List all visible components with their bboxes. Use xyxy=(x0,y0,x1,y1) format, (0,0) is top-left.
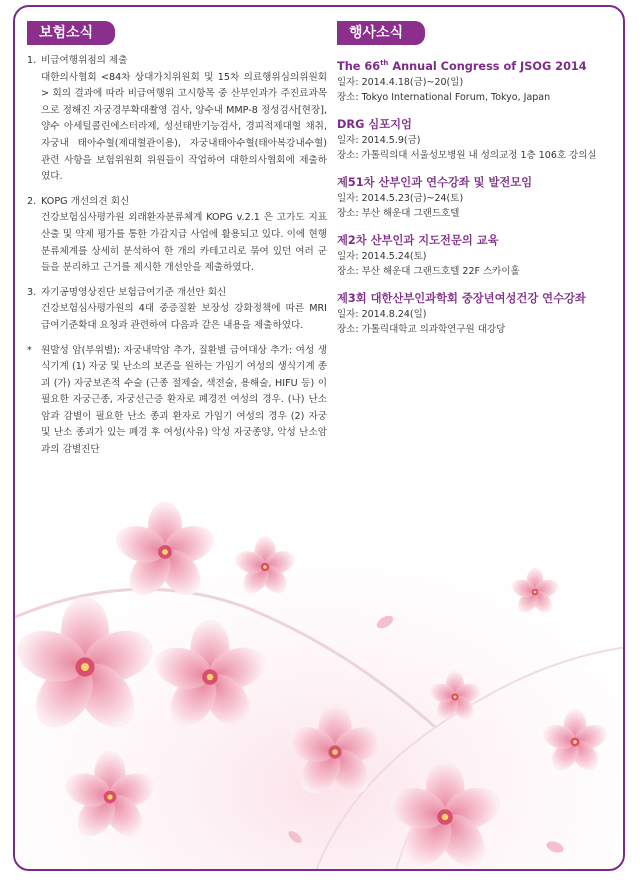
event-date: 일자: 2014.4.18(금)~20(일) xyxy=(337,76,464,88)
event-news-heading: 행사소식 xyxy=(337,21,425,45)
event-title: DRG 심포지엄 xyxy=(337,117,412,131)
event-place: 장소: Tokyo International Forum, Tokyo, Japan xyxy=(337,92,551,104)
news-item xyxy=(27,53,327,186)
note-text: 원발성 암(부위별): 자궁내막암 추가, 질환별 급여대상 추가: 여성 생식기계 (1) 자궁 및 난소의 보존을 원하는 가임기 여성의 생식기계 종괴 (가) 자궁보존적 수술 (근종 절제술, 색전술, 용해술, HIFU 등) 이 필요한 자궁근종, 자궁선근증 환자로 폐경전 여성의 경우. (나) 난소암과 감별이 필요한 난소 종괴 환자로 가임기 여성의 경우 (2) 자궁 및 난소 종괴가 있는 폐경 후 여성(사유) 악성 자궁종양, 악성 난소암과의 감별진단 xyxy=(41,344,327,456)
item-heading: 자기공명영상진단 보험급여기준 개선안 회신 xyxy=(41,286,227,298)
mri-coverage-note xyxy=(27,343,327,459)
item-number: 3. xyxy=(27,286,37,298)
event-place: 장소: 부산 해운대 그랜드호텔 xyxy=(337,208,460,220)
news-item xyxy=(27,285,327,335)
item-heading: KOPG 개선의견 회신 xyxy=(41,195,130,207)
event-item xyxy=(337,232,615,280)
event-date: 일자: 2014.5.9(금) xyxy=(337,134,421,146)
event-item xyxy=(337,174,615,222)
item-heading: 비급여행위점의 제출 xyxy=(41,55,128,66)
event-title: 제3회 대한산부인과학회 중장년여성건강 연수강좌 xyxy=(337,291,586,305)
event-news-column xyxy=(337,21,615,338)
item-number: 1. xyxy=(27,55,37,66)
event-title: The 66th Annual Congress of JSOG 2014 xyxy=(337,59,587,73)
event-item xyxy=(337,116,615,164)
insurance-news-heading: 보험소식 xyxy=(27,21,115,45)
event-title: 제2차 산부인과 지도전문의 교육 xyxy=(337,233,499,247)
item-description: 건강보험심사평가원 외래환자분류체계 KOPG v.2.1 은 고가도 지표 산출 및 약제 평가를 통한 가감지급 사업에 활용되고 있다. 이에 현행 분류체계를 상세히 분석하여 한 개의 카테고리로 묶여 있던 여러 군들을 분리하고 근거를 제시한 개선안을 제출하였다. xyxy=(41,212,327,274)
event-date: 일자: 2014.8.24(일) xyxy=(337,308,427,320)
asterisk-mark: * xyxy=(27,344,32,356)
event-item xyxy=(337,290,615,338)
event-date: 일자: 2014.5.24(토) xyxy=(337,250,427,262)
insurance-news-column xyxy=(27,21,327,459)
item-description: 건강보험심사평가원의 4대 중증질환 보장성 강화정책에 따른 MRI 급여기준확대 요청과 관련하여 다음과 같은 내용을 제출하였다. xyxy=(41,303,327,331)
item-description: 대한의사협회 <84차 상대가치위원회 및 15차 의료행위심의위원회> 회의 결과에 따라 비급여행위 고시항목 중 산부인과가 주진료과목으로 정해진 자궁경부확대촬영 검사, 양수내 MMP-8 정성검사[현장], 양수 아세틸콜린에스터라제, 성선태반기능검사, 경피적제대혈 채취, 자궁내 태아수혈(제대혈관이용), 자궁내태아수혈(태아복강내수혈) 관련 사항을 보험위원회 위원들이 작업하여 대한의사협회에 제출하였다. xyxy=(41,71,327,183)
news-item xyxy=(27,194,327,277)
item-number: 2. xyxy=(27,195,37,207)
event-place: 장소: 가톨릭의대 서울성모병원 내 성의교정 1층 106호 강의실 xyxy=(337,150,597,162)
event-item xyxy=(337,55,615,106)
page-frame xyxy=(13,5,625,871)
event-place: 장소: 부산 해운대 그랜드호텔 22F 스카이홀 xyxy=(337,266,520,278)
event-date: 일자: 2014.5.23(금)~24(토) xyxy=(337,192,464,204)
event-title: 제51차 산부인과 연수강좌 및 발전모임 xyxy=(337,175,533,189)
event-place: 장소: 가톨릭대학교 의과학연구원 대강당 xyxy=(337,324,506,336)
insurance-news-body xyxy=(27,53,327,459)
